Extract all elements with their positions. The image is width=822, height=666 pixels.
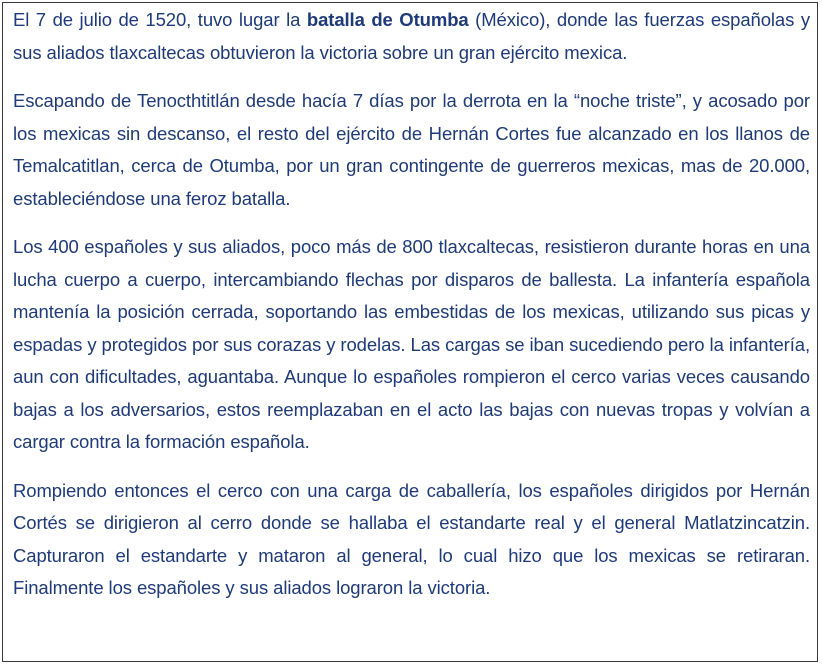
document-body bbox=[13, 4, 810, 621]
paragraph-4: Rompiendo entonces el cerco con una carga de caballería, los españoles dirigidos por Hernán Cortés se dirigieron al cerro donde se hallaba el estandarte real y el general Matlatzincatzin. Capturaron el estandarte y mataron al general, lo cual hizo que los mexicas se retiraran. Finalmente los españoles y sus aliados lograron la victoria. bbox=[13, 479, 810, 598]
paragraph-1-rest: (México), donde las fuerzas españolas y sus aliados tlaxcaltecas obtuvieron la victoria sobre un gran ejército mexica. bbox=[13, 9, 810, 63]
paragraph-3: Los 400 españoles y sus aliados, poco más de 800 tlaxcaltecas, resistieron durante horas en una lucha cuerpo a cuerpo, intercambiando flechas por disparos de ballesta. La infantería española mantenía la posición cerrada, soportando las embestidas de los mexicas, utilizando sus picas y espadas y protegidos por sus corazas y rodelas. Las cargas se iban sucediendo pero la infantería, aun con dificultades, aguantaba. Aunque lo españoles rompieron el cerco varias veces causando bajas a los adversarios, estos reemplazaban en el acto las bajas con nuevas tropas y volvían a cargar contra la formación española. bbox=[13, 236, 810, 452]
paragraph-2: Escapando de Tenocthtitlán desde hacía 7 días por la derrota en la “noche triste”, y acosado por los mexicas sin descanso, el resto del ejército de Hernán Cortes fue alcanzado en los llanos de Temalcatitlan, cerca de Otumba, por un gran contingente de guerreros mexicas, mas de 20.000, estableciéndose una feroz batalla. bbox=[13, 90, 810, 209]
paragraph-1-intro: El 7 de julio de 1520, tuvo lugar la bbox=[13, 9, 307, 30]
paragraph-1 bbox=[13, 4, 810, 69]
battle-name-bold: batalla de Otumba bbox=[306, 9, 469, 30]
